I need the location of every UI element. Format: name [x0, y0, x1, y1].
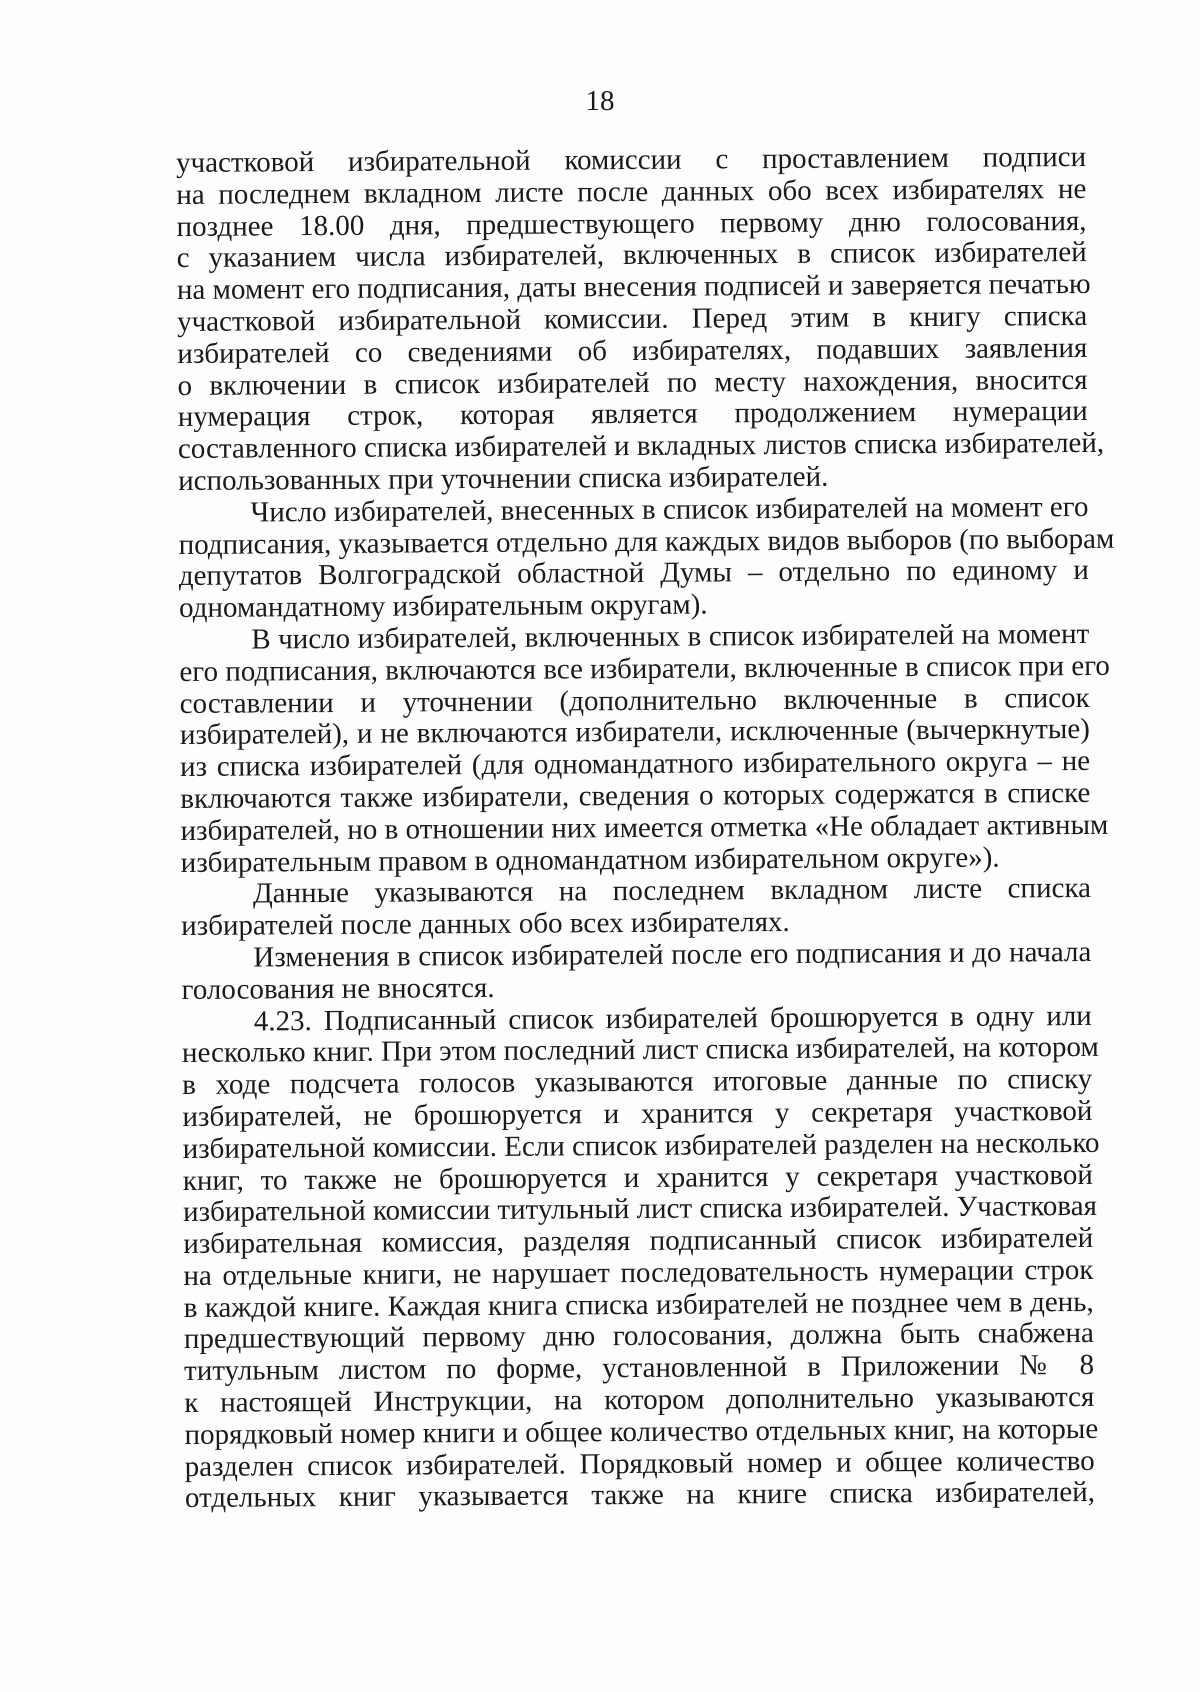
- text-line: избирателей со сведениями об избирателях, подавших заявления: [177, 331, 1088, 370]
- text-line: избирательным правом в одномандатном избирательном округе»).: [180, 841, 1000, 879]
- text-line: избирателей, но в отношении них имеется отметка «Не обладает активным: [180, 808, 1109, 847]
- text-line: депутатов Волгоградской областной Думы – отдельно по единому и: [178, 554, 1089, 593]
- text-line: о включении в список избирателей по месту нахождения, вносится: [177, 363, 1088, 402]
- text-line: использованных при уточнении списка избирателей.: [178, 460, 829, 497]
- text-line: порядковый номер книги и общее количество отдельных книг, на которые: [184, 1412, 1099, 1451]
- document-body: [175, 140, 1115, 1515]
- text-line: к настоящей Инструкции, на котором дополнительно указываются: [184, 1381, 1095, 1420]
- paragraph-first-line: В число избирателей, включенных в список избирателей на момент: [251, 617, 1090, 656]
- paragraph-first-line: Изменения в список избирателей после его подписания и до начала: [253, 935, 1092, 974]
- text-line: избирателей, не брошюруется и хранится у секретаря участковой: [182, 1094, 1093, 1133]
- text-line: избирательная комиссия, разделяя подписанный список избирателей: [183, 1222, 1094, 1261]
- text-line: одномандатному избирательным округам).: [178, 588, 708, 625]
- text-line: на последнем вкладном листе после данных обо всех избирателях не: [176, 172, 1087, 211]
- text-line: участковой избирательной комиссии. Перед этим в книгу списка: [177, 299, 1088, 338]
- text-line: составлении и уточнении (дополнительно включенные в список: [179, 681, 1090, 720]
- text-line: в каждой книге. Каждая книга списка избирателей не позднее чем в день,: [183, 1285, 1094, 1324]
- page-number: 18: [585, 85, 615, 117]
- text-line: несколько книг. При этом последний лист списка избирателей, на котором: [181, 1031, 1099, 1070]
- text-line: его подписания, включаются все избиратели, включенные в список при его: [179, 649, 1110, 688]
- text-line: избирателей после данных обо всех избирателях.: [181, 906, 790, 943]
- text-line: избирательной комиссии титульный лист списка избирателей. Участковая: [182, 1190, 1097, 1229]
- paragraph-first-line: 4.23. Подписанный список избирателей брошюруется в одну или: [253, 999, 1092, 1038]
- text-line: на момент его подписания, даты внесения подписей и заверяется печатью: [176, 268, 1091, 307]
- text-line: в ходе подсчета голосов указываются итоговые данные по списку: [182, 1063, 1093, 1102]
- text-line: голосования не вносятся.: [181, 971, 495, 1006]
- text-line: подписания, указывается отдельно для каждых видов выборов (по выборам: [178, 522, 1115, 561]
- text-line: избирательной комиссии. Если список избирателей разделен на несколько: [182, 1126, 1100, 1165]
- text-line: разделен список избирателей. Порядковый номер и общее количество: [184, 1444, 1095, 1483]
- paragraph-first-line: Число избирателей, внесенных в список избирателей на момент его: [250, 490, 1089, 529]
- text-line: включаются также избиратели, сведения о которых содержатся в списке: [180, 776, 1091, 815]
- text-line: позднее 18.00 дня, предшествующего первому дню голосования,: [176, 204, 1087, 243]
- text-line: с указанием числа избирателей, включенных в список избирателей: [176, 236, 1087, 275]
- text-line: на отдельные книги, не нарушает последовательность нумерации строк: [183, 1253, 1094, 1292]
- text-line: избирателей), и не включаются избиратели, исключенные (вычеркнутые): [179, 713, 1090, 752]
- paragraph-first-line: Данные указываются на последнем вкладном листе списка: [252, 872, 1092, 910]
- text-line: титульным листом по форме, установленной в Приложении № 8: [184, 1349, 1095, 1388]
- text-line: из списка избирателей (для одномандатного избирательного округа – не: [180, 745, 1091, 784]
- text-line: книг, то также не брошюруется и хранится у секретаря участковой: [182, 1158, 1093, 1197]
- text-line: составленного списка избирателей и вкладных листов списка избирателей,: [177, 427, 1105, 466]
- text-line: предшествующий первому дню голосования, должна быть снабжена: [183, 1317, 1094, 1356]
- text-line: отдельных книг указывается также на книге списка избирателей,: [184, 1476, 1096, 1515]
- text-line: нумерация строк, которая является продолжением нумерации: [177, 395, 1088, 434]
- text-line: участковой избирательной комиссии с проставлением подписи: [175, 140, 1087, 179]
